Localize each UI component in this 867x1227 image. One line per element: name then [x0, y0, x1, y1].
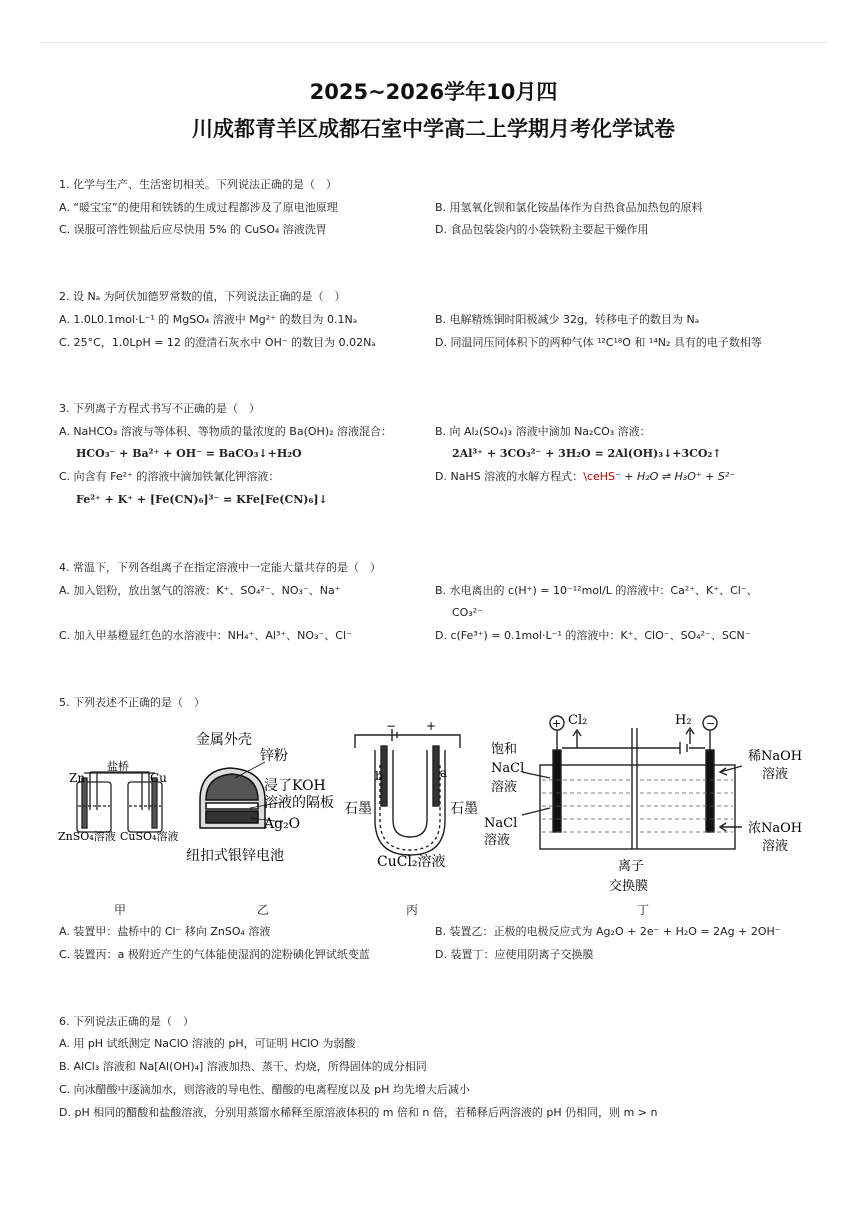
device-ding — [522, 716, 742, 849]
q3-option-c-equation: Fe²⁺ + K⁺ + [Fe(CN)₆]³⁻ = KFe[Fe(CN)₆]↓ — [76, 493, 328, 506]
q4-option-d[interactable]: D. c(Fe³⁺) = 0.1mol·L⁻¹ 的溶液中：K⁺、ClO⁻、SO₄²⁻、SCN⁻ — [435, 629, 751, 642]
bing-b-label: b — [375, 769, 383, 783]
yi-ag2o-label: Ag₂O — [264, 816, 301, 832]
q5-option-d[interactable]: D. 装置丁：应使用阴离子交换膜 — [435, 948, 594, 961]
yi-shell-label: 金属外壳 — [196, 732, 252, 748]
page-title-line1: 2025~2026学年10月四 — [309, 80, 558, 104]
ding-sat-line2: NaCl — [491, 761, 525, 776]
ding-membrane-line1: 离子 — [618, 859, 645, 874]
q1-option-d[interactable]: D. 食品包装袋内的小袋铁粉主要起干燥作用 — [435, 223, 649, 236]
q5-stem: 5. 下列表述不正确的是（ ） — [59, 696, 205, 709]
q3-option-b[interactable]: B. 向 Al₂(SO₄)₃ 溶液中滴加 Na₂CO₃ 溶液： — [435, 425, 651, 438]
ding-minus-sign: − — [706, 717, 716, 730]
caption-ding: 丁 — [637, 903, 650, 917]
q3-option-c[interactable]: C. 向含有 Fe²⁺ 的溶液中滴加铁氰化钾溶液： — [59, 470, 280, 483]
q5-option-c[interactable]: C. 装置丙：a 极附近产生的气体能使湿润的淀粉碘化钾试纸变蓝 — [59, 948, 370, 961]
q6-option-b[interactable]: B. AlCl₃ 溶液和 Na[Al(OH)₄] 溶液加热、蒸干、灼烧，所得固体的成分相同 — [59, 1060, 427, 1073]
ding-conc-line1: 浓NaOH — [748, 821, 803, 836]
q3-option-d-raw-tex: \ceHS — [583, 470, 615, 483]
q3-stem: 3. 下列离子方程式书写不正确的是（ ） — [59, 402, 260, 415]
jia-sol2-label: CuSO₄溶液 — [120, 830, 179, 843]
q5-option-b[interactable]: B. 装置乙：正极的电极反应式为 Ag₂O + 2e⁻ + H₂O = 2Ag + 2OH⁻ — [435, 925, 781, 938]
yi-name-label: 纽扣式银锌电池 — [186, 848, 284, 864]
caption-jia: 甲 — [114, 903, 127, 917]
bing-graphite-left: 石墨 — [344, 801, 372, 817]
caption-yi: 乙 — [257, 903, 270, 917]
q1-stem: 1. 化学与生产、生活密切相关。下列说法正确的是（ ） — [59, 178, 337, 191]
q6-option-d[interactable]: D. pH 相同的醋酸和盐酸溶液，分别用蒸馏水稀释至原溶液体积的 m 倍和 n 倍，若稀释后两溶液的 pH 仍相同，则 m > n — [59, 1106, 658, 1119]
bing-minus-sign: − — [386, 719, 397, 733]
jia-sol1-label: ZnSO₄溶液 — [58, 830, 116, 843]
q1-option-c[interactable]: C. 误服可溶性钡盐后应尽快用 5% 的 CuSO₄ 溶液洗胃 — [59, 223, 327, 236]
caption-bing: 丙 — [406, 903, 419, 917]
bing-plus-sign: + — [426, 719, 437, 733]
bing-a-label: a — [440, 766, 448, 780]
ding-nacl-line2: 溶液 — [484, 833, 511, 848]
q4-option-c[interactable]: C. 加入甲基橙显红色的水溶液中：NH₄⁺、Al³⁺、NO₃⁻、Cl⁻ — [59, 629, 352, 642]
q6-stem: 6. 下列说法正确的是（ ） — [59, 1015, 194, 1028]
q1-option-b[interactable]: B. 用氢氧化钡和氯化铵晶体作为自热食品加热包的原料 — [435, 201, 703, 214]
q5-option-a[interactable]: A. 装置甲：盐桥中的 Cl⁻ 移向 ZnSO₄ 溶液 — [59, 925, 271, 938]
jia-zn-label: Zn — [69, 771, 86, 785]
q3-option-d-equation: ⁻ + H₂O ⇌ H₃O⁺ + S²⁻ — [614, 470, 736, 483]
ding-cl2-label: Cl₂ — [568, 713, 588, 728]
q4-stem: 4. 常温下，下列各组离子在指定溶液中一定能大量共存的是（ ） — [59, 561, 381, 574]
ding-dilute-line1: 稀NaOH — [748, 749, 803, 764]
ding-h2-label: H₂ — [675, 713, 692, 728]
ding-nacl-line1: NaCl — [484, 816, 518, 831]
q3-option-a[interactable]: A. NaHCO₃ 溶液与等体积、等物质的量浓度的 Ba(OH)₂ 溶液混合： — [59, 425, 393, 438]
q3-option-b-equation: 2Al³⁺ + 3CO₃²⁻ + 3H₂O = 2Al(OH)₃↓+3CO₂↑ — [452, 447, 722, 460]
q3-option-d[interactable] — [435, 469, 735, 484]
yi-zinc-label: 锌粉 — [260, 748, 288, 764]
bing-solution-label: CuCl₂溶液 — [377, 854, 446, 870]
q6-option-a[interactable]: A. 用 pH 试纸测定 NaClO 溶液的 pH，可证明 HClO 为弱酸 — [59, 1037, 356, 1050]
q6-option-c[interactable]: C. 向冰醋酸中逐滴加水，则溶液的导电性、醋酸的电离程度以及 pH 均先增大后减小 — [59, 1083, 470, 1096]
q4-option-a[interactable]: A. 加入铝粉，放出氢气的溶液：K⁺、SO₄²⁻、NO₃⁻、Na⁺ — [59, 584, 341, 597]
jia-cu-label: Cu — [150, 771, 167, 785]
q2-option-d[interactable]: D. 同温同压同体积下的两种气体 ¹²C¹⁸O 和 ¹⁴N₂ 具有的电子数相等 — [435, 336, 762, 349]
yi-sep2-label: 溶液的隔板 — [264, 795, 334, 811]
q3-option-d-label: D. NaHS 溶液的水解方程式： — [435, 470, 584, 483]
ding-sat-line3: 溶液 — [491, 780, 518, 795]
q3-option-a-equation: HCO₃⁻ + Ba²⁺ + OH⁻ = BaCO₃↓+H₂O — [76, 447, 302, 460]
jia-bridge-label: 盐桥 — [107, 760, 129, 773]
q4-option-b-cont: CO₃²⁻ — [452, 606, 483, 619]
ding-conc-line2: 溶液 — [762, 839, 789, 854]
q2-option-b[interactable]: B. 电解精炼铜时阳极减少 32g，转移电子的数目为 Nₐ — [435, 313, 700, 326]
bing-graphite-right: 石墨 — [450, 801, 478, 817]
device-bing — [355, 729, 460, 855]
q2-stem: 2. 设 Nₐ 为阿伏加德罗常数的值，下列说法正确的是（ ） — [59, 290, 346, 303]
yi-sep1-label: 浸了KOH — [264, 778, 326, 794]
q1-option-a[interactable]: A. “暖宝宝”的使用和铁锈的生成过程都涉及了原电池原理 — [59, 201, 338, 214]
ding-dilute-line2: 溶液 — [762, 767, 789, 782]
q2-option-c[interactable]: C. 25°C，1.0LpH = 12 的澄清石灰水中 OH⁻ 的数目为 0.02Nₐ — [59, 336, 376, 349]
ding-membrane-line2: 交换膜 — [609, 879, 649, 894]
top-divider — [40, 42, 827, 43]
page-title-line2: 川成都青羊区成都石室中学高二上学期月考化学试卷 — [192, 117, 675, 141]
q2-option-a[interactable]: A. 1.0L0.1mol·L⁻¹ 的 MgSO₄ 溶液中 Mg²⁺ 的数目为 0.1Nₐ — [59, 313, 358, 326]
q4-option-b[interactable]: B. 水电离出的 c(H⁺) = 10⁻¹²mol/L 的溶液中：Ca²⁺、K⁺、Cl⁻、 — [435, 584, 758, 597]
ding-plus-sign: + — [552, 717, 562, 730]
q5-apparatus-figure — [50, 710, 820, 900]
ding-sat-line1: 饱和 — [491, 742, 518, 757]
